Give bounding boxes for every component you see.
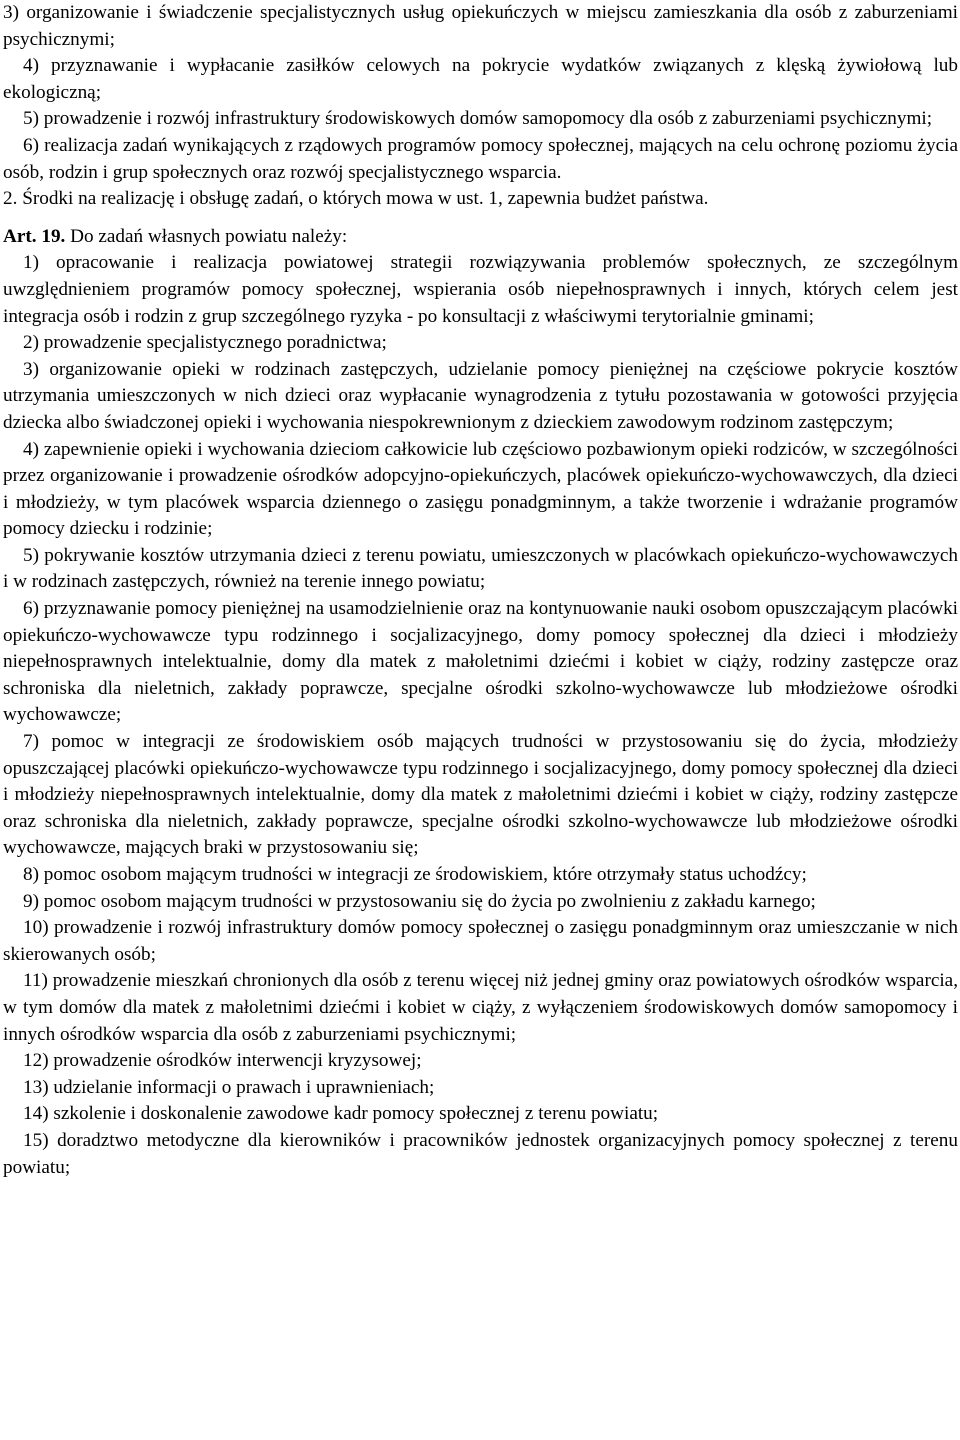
- art19-item: 10) prowadzenie i rozwój infrastruktury domów pomocy społecznej o zasięgu ponadgminnym oraz umieszczanie w nich skierowanych osób;: [3, 917, 958, 965]
- article-19-heading: [3, 224, 958, 251]
- art18-item-4: 4) przyznawanie i wypłacanie zasiłków celowych na pokrycie wydatków związanych z klęską żywiołową lub ekologiczną;: [3, 55, 958, 103]
- art18-item-5: 5) prowadzenie i rozwój infrastruktury środowiskowych domów samopomocy dla osób z zaburzeniami psychicznymi;: [23, 108, 933, 130]
- art18-item-6: 6) realizacja zadań wynikających z rządowych programów pomocy społecznej, mających na celu ochronę poziomu życia osób, rodzin i grup społecznych oraz rozwój specjalistycznego wsparcia.: [3, 134, 958, 183]
- art19-item: 7) pomoc w integracji ze środowiskiem osób mających trudności w przystosowaniu się do życia, młodzieży opuszczającej placówki opiekuńczo-wychowawcze typu rodzinnego i socjalizacyjnego, domy pomocy społecznej dla dzieci i młodzieży niepełnosprawnych intelektualnie, domy dla matek z małoletnimi dziećmi i kobiet w ciąży, rodziny zastępcze oraz schroniska dla nieletnich, zakłady poprawcze, specjalne ośrodki szkolno-wychowawcze lub młodzieżowe ośrodki wychowawcze, mających braki w przystosowaniu się;: [3, 731, 958, 859]
- article-19-label: Art. 19.: [3, 225, 66, 247]
- art19-item: 12) prowadzenie ośrodków interwencji kryzysowej;: [23, 1050, 422, 1072]
- art19-item: 9) pomoc osobom mającym trudności w przystosowaniu się do życia po zwolnieniu z zakładu karnego;: [23, 890, 816, 912]
- art19-item: 1) opracowanie i realizacja powiatowej strategii rozwiązywania problemów społecznych, ze szczególnym uwzględnieniem programów pomocy społecznej, wspierania osób niepełnosprawnych i innych, których celem jest integracja osób i rodzin z grup szczególnego ryzyka - po konsultacji z właściwymi terytorialnie gminami;: [3, 252, 958, 327]
- art19-item: 15) doradztwo metodyczne dla kierowników i pracowników jednostek organizacyjnych pomocy społecznej z terenu powiatu;: [3, 1129, 958, 1178]
- art18-item-3: 3) organizowanie i świadczenie specjalistycznych usług opiekuńczych w miejscu zamieszkania dla osób z zaburzeniami psychicznymi;: [3, 2, 958, 50]
- art18-paragraph-2: 2. Środki na realizację i obsługę zadań, o których mowa w ust. 1, zapewnia budżet państwa.: [3, 188, 709, 210]
- art19-item: 3) organizowanie opieki w rodzinach zastępczych, udzielanie pomocy pieniężnej na częściowe pokrycie kosztów utrzymania umieszczonych w nich dzieci oraz wypłacanie wynagrodzenia z tytułu pozostawania w gotowości przyjęcia dziecka albo świadczonej opieki i wychowania niespokrewnionym z dzieckiem zawodowym rodzinom zastępczym;: [3, 358, 958, 433]
- article-19-intro: Do zadań własnych powiatu należy:: [65, 225, 348, 247]
- art19-item: 14) szkolenie i doskonalenie zawodowe kadr pomocy społecznej z terenu powiatu;: [23, 1103, 659, 1125]
- art19-item: 8) pomoc osobom mającym trudności w integracji ze środowiskiem, które otrzymały status uchodźcy;: [23, 864, 807, 885]
- art19-item: 6) przyznawanie pomocy pieniężnej na usamodzielnienie oraz na kontynuowanie nauki osobom opuszczającym placówki opiekuńczo-wychowawcze typu rodzinnego i socjalizacyjnego, domy pomocy społecznej dla dzieci i młodzieży niepełnosprawnych intelektualnie, domy dla matek z małoletnimi dziećmi i kobiet w ciąży, rodziny zastępcze oraz schroniska dla nieletnich, zakłady poprawcze, specjalne ośrodki szkolno-wychowawcze lub młodzieżowe ośrodki wychowawcze;: [3, 598, 958, 726]
- art19-item: 13) udzielanie informacji o prawach i uprawnieniach;: [23, 1076, 435, 1098]
- art19-item: 11) prowadzenie mieszkań chronionych dla osób z terenu więcej niż jednej gminy oraz powiatowych ośrodków wsparcia, w tym domów dla matek z małoletnimi dziećmi i kobiet w ciąży, z wyłączeniem środowiskowych domów samopomocy i innych ośrodków wsparcia dla osób z zaburzeniami psychicznymi;: [3, 970, 958, 1045]
- art19-item: 2) prowadzenie specjalistycznego poradnictwa;: [23, 332, 387, 354]
- art19-item: 4) zapewnienie opieki i wychowania dzieciom całkowicie lub częściowo pozbawionym opieki rodziców, w szczególności przez organizowanie i prowadzenie ośrodków adopcyjno-opiekuńczych, placówek opiekuńczo-wychowawczych, dla dzieci i młodzieży, w tym placówek wsparcia dziennego o zasięgu ponadgminnym, a także tworzenie i wdrażanie programów pomocy dziecku i rodzinie;: [3, 438, 958, 540]
- art19-item: 5) pokrywanie kosztów utrzymania dzieci z terenu powiatu, umieszczonych w placówkach opiekuńczo-wychowawczych i w rodzinach zastępczych, również na terenie innego powiatu;: [3, 544, 958, 593]
